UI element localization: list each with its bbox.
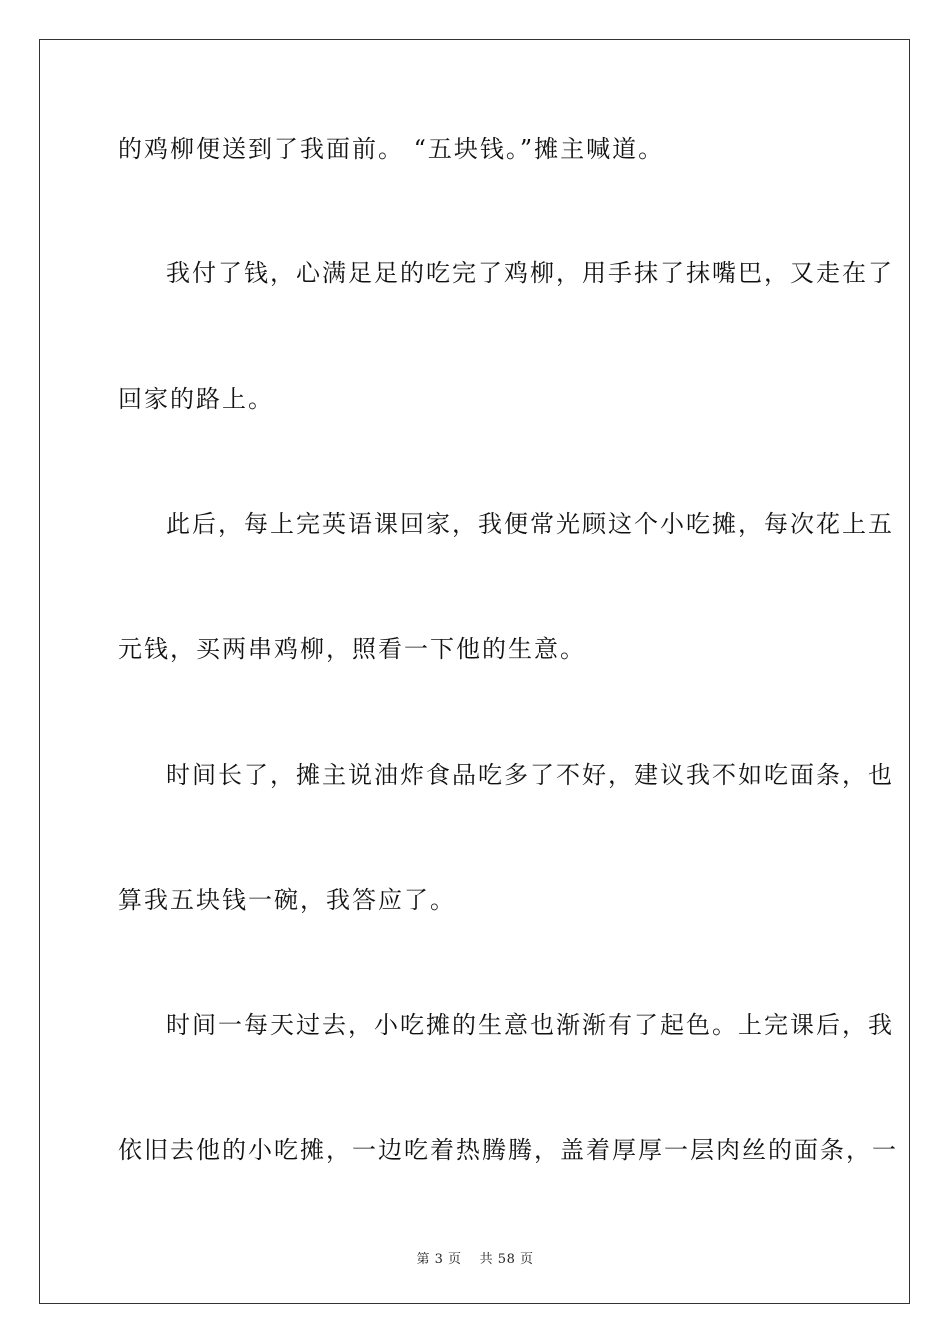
text-line: 此后，每上完英语课回家，我便常光顾这个小吃摊，每次花上五 <box>166 510 894 538</box>
text-line: 时间一每天过去，小吃摊的生意也渐渐有了起色。上完课后，我 <box>166 1011 894 1039</box>
text-line: 我付了钱，心满足足的吃完了鸡柳，用手抹了抹嘴巴，又走在了 <box>166 259 894 287</box>
text-line: 回家的路上。 <box>118 385 274 413</box>
text-line: 时间长了，摊主说油炸食品吃多了不好，建议我不如吃面条，也 <box>166 761 894 789</box>
page-number-footer: 第 3 页 共 58 页 <box>416 1252 534 1267</box>
text-line: 依旧去他的小吃摊，一边吃着热腾腾，盖着厚厚一层肉丝的面条，一 <box>118 1136 898 1164</box>
page-frame <box>39 39 910 1304</box>
text-line: 元钱，买两串鸡柳，照看一下他的生意。 <box>118 635 586 663</box>
text-line: 算我五块钱一碗，我答应了。 <box>118 886 456 914</box>
text-line: 的鸡柳便送到了我面前。 “五块钱。”摊主喊道。 <box>118 135 665 163</box>
